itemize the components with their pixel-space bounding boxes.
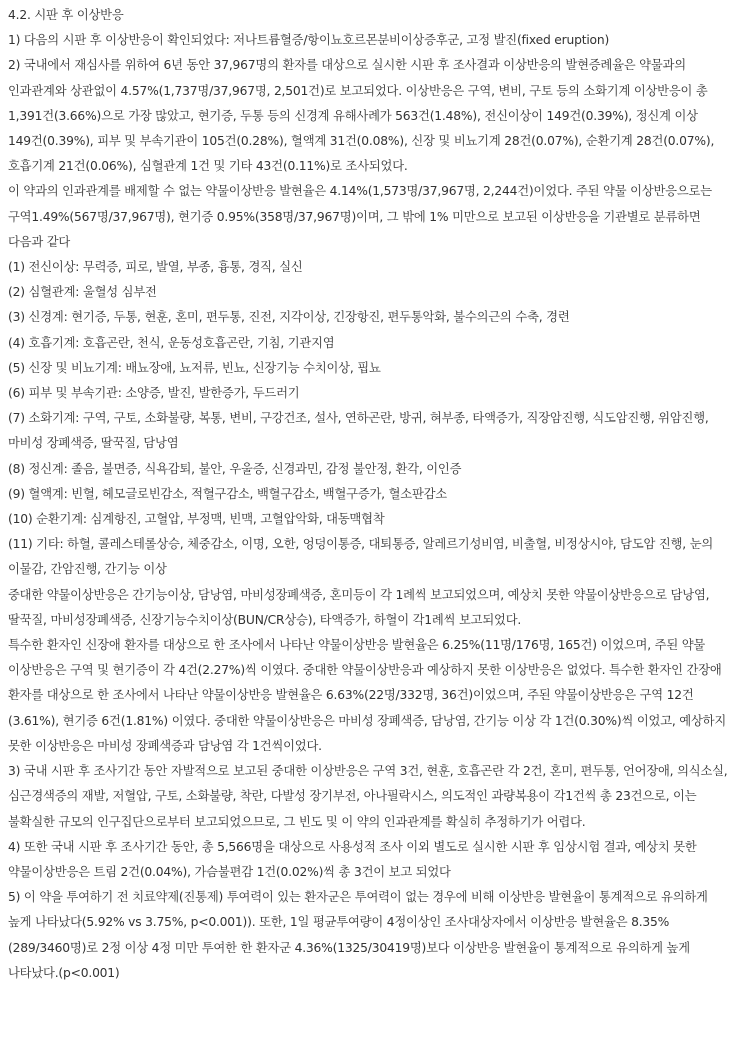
list-item-nervous-system: (3) 신경계: 현기증, 두통, 현훈, 혼미, 편두통, 진전, 지각이상, 긴장항진, 편두통악화, 불수의근의 수축, 경련 xyxy=(8,310,570,325)
document-body xyxy=(8,3,730,986)
list-item-cardiovascular: (2) 심혈관계: 울혈성 심부전 xyxy=(8,285,157,300)
paragraph-prior-analgesic-exposure: 5) 이 약을 투여하기 전 치료약제(진통제) 투여력이 있는 환자군은 투여력이 없는 경우에 비해 이상반응 발현율이 통계적으로 유의하게 높게 나타났다(5.92% vs 3.75%, p<0.001)). 또한, 1일 평균투여량이 4정이상인 조사대상자에서 이상반응 발현율은 8.35%(289/3460명)로 2정 이상 4정 미만 투여한 한 환자군 4.36%(1325/30419명)보다 이상반응 발현율이 통계적으로 유의하게 높게 나타났다.(p<0.001) xyxy=(8,890,708,980)
paragraph-serious-adverse-reactions: 중대한 약물이상반응은 간기능이상, 담낭염, 마비성장폐색증, 혼미등이 각 1례씩 보고되었으며, 예상치 못한 약물이상반응으로 담낭염, 딸꾹질, 마비성장폐색증, 신장기능수치이상(BUN/CR상승), 타액증가, 하혈이 각1례씩 보고되었다. xyxy=(8,587,710,627)
list-item-psychiatric: (8) 정신계: 졸음, 불면증, 식욕감퇴, 불안, 우울증, 신경과민, 감정 불안정, 환각, 이인증 xyxy=(8,461,462,476)
paragraph-postmarketing-clinical-trial: 4) 또한 국내 시판 후 조사기간 동안, 총 5,566명을 대상으로 사용성적 조사 이외 별도로 실시한 시판 후 임상시험 결과, 예상치 못한 약물이상반응은 트림 2건(0.04%), 가슴불편감 1건(0.02%)씩 총 3건이 보고 되었다 xyxy=(8,839,697,879)
list-item-gastrointestinal: (7) 소화기계: 구역, 구토, 소화불량, 복통, 변비, 구강건조, 설사, 연하곤란, 방귀, 혀부종, 타액증가, 직장암진행, 식도암진행, 위암진행, 마비성 장폐색증, 딸꾹질, 담낭염 xyxy=(8,411,709,451)
list-item-renal-urinary: (5) 신장 및 비뇨기계: 배뇨장애, 뇨저류, 빈뇨, 신장기능 수치이상, 핍뇨 xyxy=(8,360,381,375)
paragraph-special-populations: 특수한 환자인 신장애 환자를 대상으로 한 조사에서 나타난 약물이상반응 발현율은 6.25%(11명/176명, 165건) 이었으며, 주된 약물 이상반응은 구역 및 현기증이 각 4건(2.27%)씩 이였다. 중대한 약물이상반응과 예상하지 못한 이상반응은 없었다. 특수한 환자인 간장애 환자를 대상으로 한 조사에서 나타난 약물이상반응 발현율은 6.63%(22명/332명, 36건)이었으며, 주된 약물이상반응은 구역 12건(3.61%), 현기증 6건(1.81%) 이였다. 중대한 약물이상반응은 마비성 장폐색증, 담낭염, 간기능 이상 각 1건(0.30%)씩 이었고, 예상하지 못한 이상반응은 마비성 장폐색증과 담낭염 각 1건씩이었다. xyxy=(8,638,727,753)
list-item-respiratory: (4) 호흡기계: 호흡곤란, 천식, 운동성호흡곤란, 기침, 기관지염 xyxy=(8,335,335,350)
paragraph-korean-resurvey-results: 2) 국내에서 재심사를 위하여 6년 동안 37,967명의 환자를 대상으로 실시한 시판 후 조사결과 이상반응의 발현증례율은 약물과의 인과관계와 상관없이 4.57%(1,737명/37,967명, 2,501건)로 보고되었다. 이상반응은 구역, 변비, 구토 등의 소화기계 이상반응이 총 1,391건(3.66%)으로 가장 많았고, 현기증, 두통 등의 신경계 유해사례가 563건(1.48%), 전신이상이 149건(0.39%), 정신계 이상 149건(0.39%), 피부 및 부속기관이 105건(0.28%), 혈액계 31건(0.08%), 신장 및 비뇨기계 28건(0.07%), 순환기계 28건(0.07%), 호흡기계 21건(0.06%), 심혈관계 1건 및 기타 43건(0.11%)로 조사되었다. xyxy=(8,58,715,174)
list-item-other: (11) 기타: 하혈, 콜레스테롤상승, 체중감소, 이명, 오한, 엉덩이통증, 대퇴통증, 알레르기성비염, 비출혈, 비정상시야, 담도암 진행, 눈의 이물감, 간암진행, 간기능 이상 xyxy=(8,537,714,577)
paragraph-spontaneous-reports: 3) 국내 시판 후 조사기간 동안 자발적으로 보고된 중대한 이상반응은 구역 3건, 현훈, 호흡곤란 각 2건, 혼미, 편두통, 언어장애, 의식소실, 심근경색증의 재발, 저혈압, 구토, 소화불량, 착란, 다발성 장기부전, 아나필락시스, 의도적인 과량복용이 각1건씩 총 23건으로, 이는 불확실한 규모의 인구집단으로부터 보고되었으므로, 그 빈도 및 이 약의 인과관계를 확실히 추정하기가 어렵다. xyxy=(8,764,728,829)
list-item-hematologic: (9) 혈액계: 빈혈, 헤모글로빈감소, 적혈구감소, 백혈구감소, 백혈구증가, 혈소판감소 xyxy=(8,486,447,501)
list-item-skin-appendages: (6) 피부 및 부속기관: 소양증, 발진, 발한증가, 두드러기 xyxy=(8,386,300,401)
list-item-circulatory: (10) 순환기계: 심계항진, 고혈압, 부정맥, 빈맥, 고혈압악화, 대동맥협착 xyxy=(8,512,385,527)
list-item-general-disorders: (1) 전신이상: 무력증, 피로, 발열, 부종, 흉통, 경직, 실신 xyxy=(8,260,303,275)
paragraph-causal-adverse-reactions: 이 약과의 인과관계를 배제할 수 없는 약물이상반응 발현율은 4.14%(1,573명/37,967명, 2,244건)이었다. 주된 약물 이상반응으로는 구역1.49%(567명/37,967명), 현기증 0.95%(358명/37,967명)이며, 그 밖에 1% 미만으로 보고된 이상반응을 기관별로 분류하면 다음과 같다 xyxy=(8,184,712,249)
paragraph-postmarketing-adverse-reactions: 1) 다음의 시판 후 이상반응이 확인되었다: 저나트륨혈증/항이뇨호르몬분비이상증후군, 고정 발진(fixed eruption) xyxy=(8,33,610,48)
section-title: 4.2. 시판 후 이상반응 xyxy=(8,8,124,22)
